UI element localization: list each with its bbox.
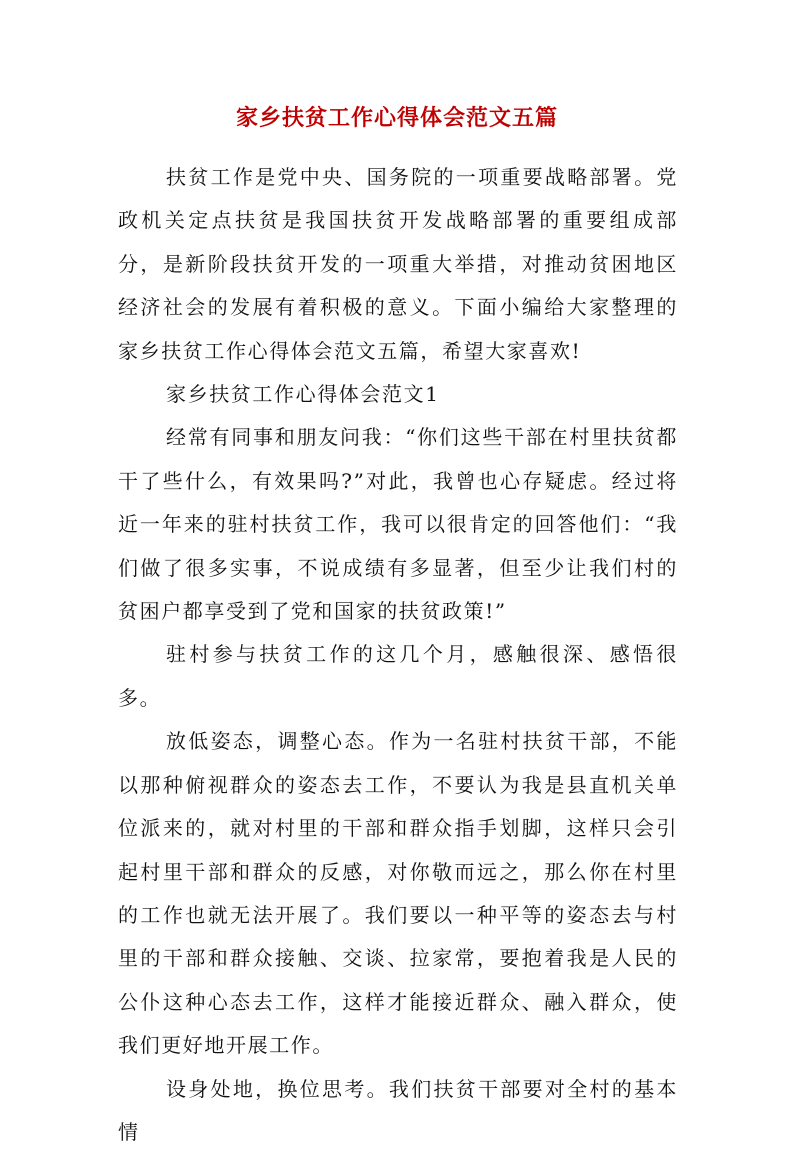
document-body [118,156,678,1154]
paragraph-empathy: 设身处地，换位思考。我们扶贫干部要对全村的基本情 [118,1076,678,1144]
paragraph-feelings: 驻村参与扶贫工作的这几个月，感触很深、感悟很多。 [118,642,678,710]
paragraph-questions: 经常有同事和朋友问我：“你们这些干部在村里扶贫都干了些什么，有效果吗?”对此，我曾也心存疑虑。经过将近一年来的驻村扶贫工作，我可以很肯定的回答他们：“我们做了很多实事，不说成绩有多显著，但至少让我们村的贫困户都享受到了党和国家的扶贫政策!” [118,425,678,624]
document-title: 家乡扶贫工作心得体会范文五篇 [235,105,558,131]
paragraph-attitude: 放低姿态，调整心态。作为一名驻村扶贫干部，不能以那种俯视群众的姿态去工作，不要认为我是县直机关单位派来的，就对村里的干部和群众指手划脚，这样只会引起村里干部和群众的反感，对你敬而远之，那么你在村里的工作也就无法开展了。我们要以一种平等的姿态去与村里的干部和群众接触、交谈、拉家常，要抱着我是人民的公仆这种心态去工作，这样才能接近群众、融入群众，使我们更好地开展工作。 [118,729,678,1058]
paragraph-intro: 扶贫工作是党中央、国务院的一项重要战略部署。党政机关定点扶贫是我国扶贫开发战略部署的重要组成部分，是新阶段扶贫开发的一项重大举措，对推动贫困地区经济社会的发展有着积极的意义。下面小编给大家整理的家乡扶贫工作心得体会范文五篇，希望大家喜欢! [118,165,678,363]
section-heading-1: 家乡扶贫工作心得体会范文1 [166,382,440,407]
